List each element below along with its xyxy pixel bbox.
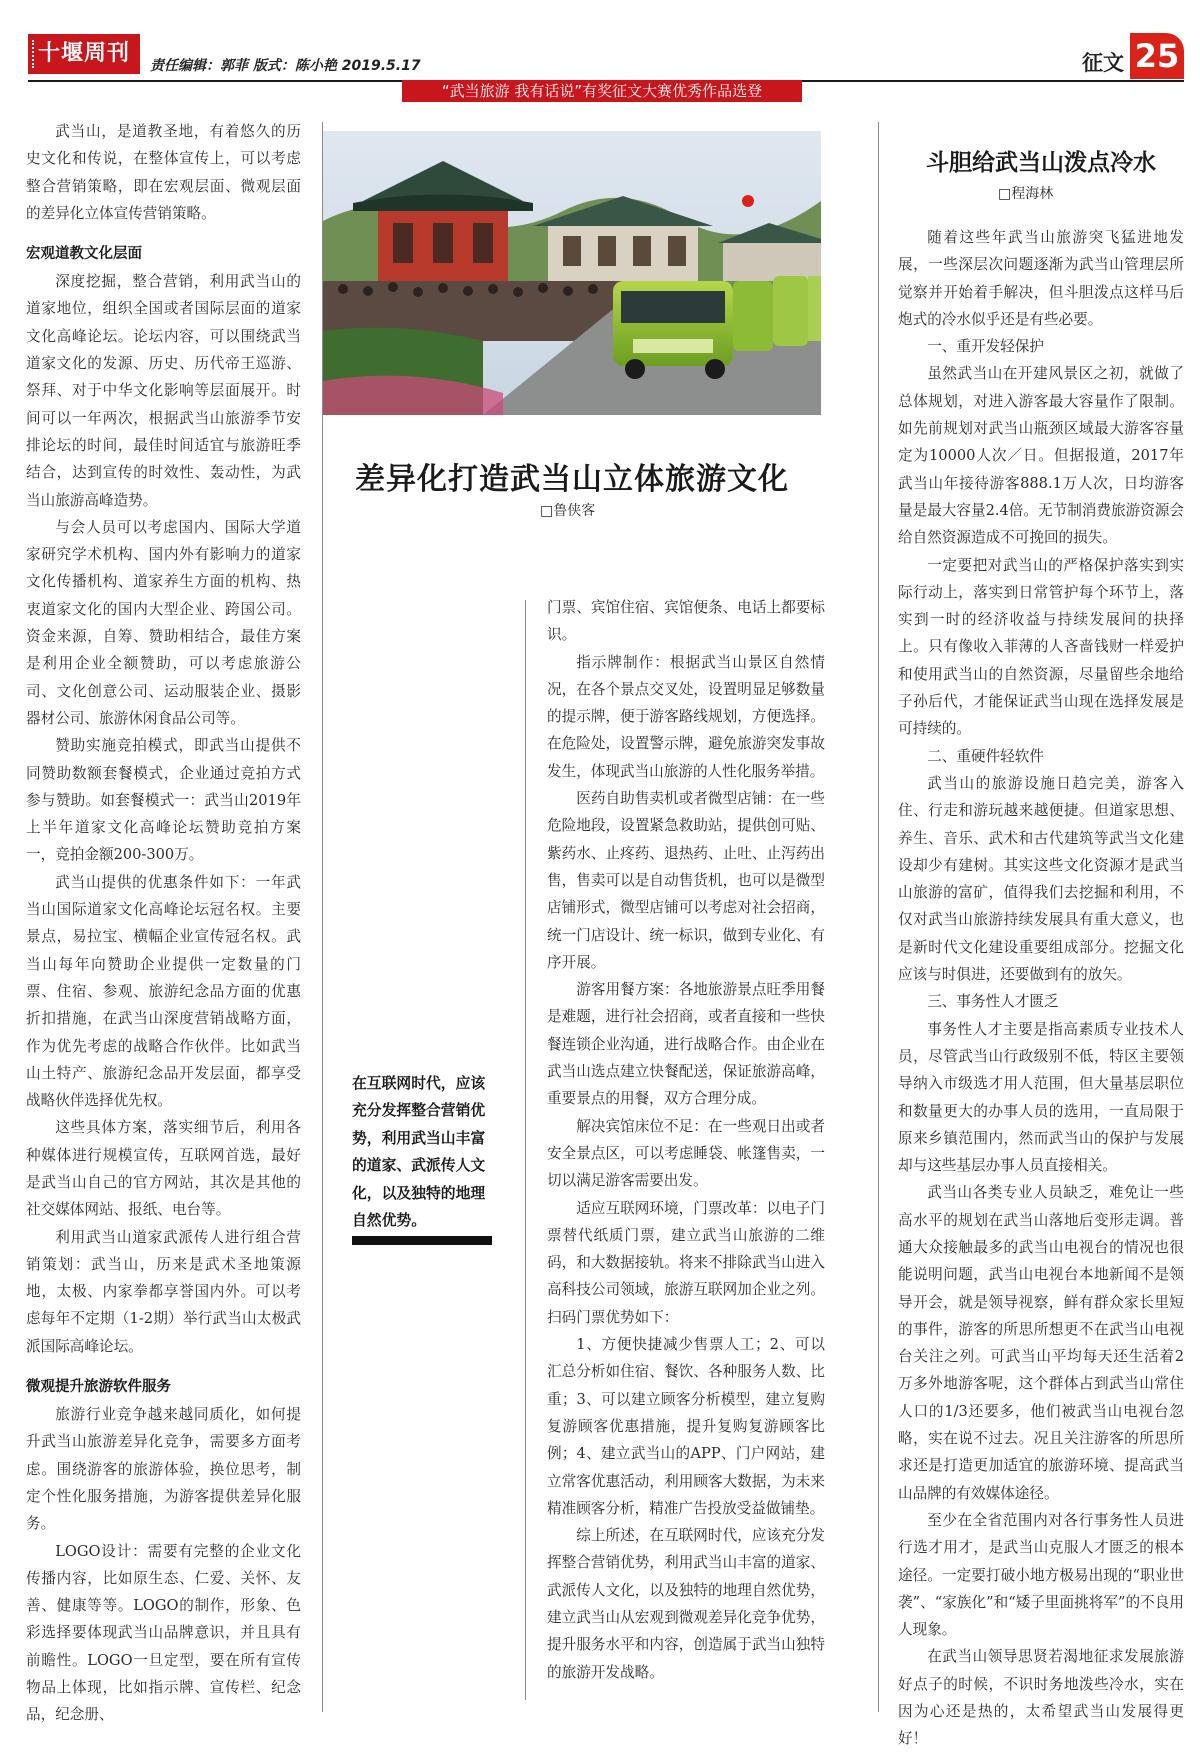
paragraph: 适应互联网环境，门票改革：以电子门票替代纸质门票，建立武当山旅游的二维码，和大数据接轨。将来不排除武当山进入高科技公司领域，旅游互联网加企业之列。扫码门票优势如下： [547, 1199, 825, 1326]
paragraph: 门票、宾馆住宿、宾馆便条、电话上都要标识。 [547, 599, 825, 644]
paragraph: 解决宾馆床位不足：在一些观日出或者安全景点区，可以考虑睡袋、帐篷售卖，一切以满足游客需要出发。 [547, 1117, 825, 1190]
paragraph: 事务性人才主要是指高素质专业技术人员，尽管武当山行政级别不低，特区主要领导纳入市级选才用人范围，但大量基层职位和数量更大的办事人员的选用，一直局限于原来乡镇范围内，然而武当山的保护与发展却与这些基层办事人员直接相关。 [898, 1020, 1184, 1175]
column-divider [525, 600, 526, 1700]
paragraph: 武当山，是道教圣地，有着悠久的历史文化和传说，在整体宣传上，可以考虑整合营销策略，即在宏观层面、微观层面的差异化立体宣传营销策略。 [26, 123, 301, 222]
paragraph: 1、方便快捷减少售票人工；2、可以汇总分析如住宿、餐饮、各种服务人数、比重；3、可以建立顾客分析模型，建立复购复游顾客优惠措施，提升复购复游顾客比例；4、建立武当山的APP、门户网站，建立常客优惠活动，利用顾客大数据，为未来精准顾客分析，精准广告投放受益做铺垫。 [547, 1336, 825, 1517]
masthead-logo: 十堰周刊 [28, 34, 140, 74]
paragraph: 一、重开发轻保护 [927, 338, 1044, 356]
column-divider [878, 122, 879, 1712]
paragraph: 武当山各类专业人员缺乏，难免让一些高水平的规划在武当山落地后变形走调。普通大众接触最多的武当山电视台的情况也很能说明问题，武当山电视台本地新闻不是领导开会，就是领导视察，鲜有群众家长里短的事件，游客的所思所想更不在武当山电视台关注之列。可武当山平均每天还生活着2万多外地游客呢，这个群体占到武当山常住人口的1/3还要多，他们被武当山电视台忽略，实在说不过去。况且关注游客的所思所求还是打造更加适宜的旅游环境、提高武当山品牌的有效媒体途径。 [898, 1184, 1184, 1502]
paragraph: 这些具体方案，落实细节后，利用各种媒体进行规模宣传，互联网首选，最好是武当山自己的官方网站，其次是其他的社交媒体网站、报纸、电台等。 [26, 1119, 301, 1219]
paragraph: 在武当山领导思贤若渴地征求发展旅游好点子的时候，不识时务地泼些冷水，实在因为心还是热的，太希望武当山发展得更好！ [898, 1648, 1184, 1748]
editor-credits: 责任编辑：郭菲 版式：陈小艳 2019.5.17 [150, 58, 421, 74]
paragraph: 虽然武当山在开建风景区之初，就做了总体规划，对进入游客最大容量作了限制。如先前规划对武当山瓶颈区域最大游客容量定为10000人次／日。但据报道，2017年武当山年接待游客888.1万人次，日均游客量是最大容量2.4倍。无节制消费旅游资源会给自然资源造成不可挽回的损失。 [898, 365, 1184, 547]
paragraph: 随着这些年武当山旅游突飞猛进地发展，一些深层次问题逐渐为武当山管理层所觉察并开始着手解决，但斗胆泼点这样马后炮式的冷水似乎还是有些必要。 [898, 229, 1184, 328]
main-article-author: □鲁侠客 [540, 503, 596, 519]
paragraph: 利用武当山道家武派传人进行组合营销策划：武当山，历来是武术圣地策源地，太极、内家拳都享誉国内外。可以考虑每年不定期（1-2期）举行武当山太极武派国际高峰论坛。 [26, 1228, 301, 1355]
paragraph: 游客用餐方案：各地旅游景点旺季用餐是难题，进行社会招商，或者直接和一些快餐连锁企业沟通，进行战略合作。由企业在武当山选点建立快餐配送，保证旅游高峰，重要景点的用餐，双方合理分成。 [547, 981, 825, 1108]
paragraph: 赞助实施竞拍模式，即武当山提供不同赞助数额套餐模式，企业通过竞拍方式参与赞助。如套餐模式一：武当山2019年上半年道家文化高峰论坛赞助竞拍方案一，竞拍金额200-300万。 [26, 737, 301, 864]
contest-banner: “武当旅游 我有话说”有奖征文大赛优秀作品选登 [402, 80, 802, 102]
subheading: 微观提升旅游软件服务 [26, 1379, 171, 1396]
side-article-body [898, 224, 1184, 1753]
paragraph: 二、重硬件轻软件 [927, 747, 1044, 765]
paragraph: 旅游行业竞争越来越同质化，如何提升武当山旅游差异化竞争，需要多方面考虑。围绕游客的旅游体验，换位思考，制定个性化服务措施，为游客提供差异化服务。 [26, 1406, 301, 1533]
temple-buses-photo-illustration [323, 131, 821, 415]
side-article-author: □程海林 [998, 186, 1054, 202]
page-number-badge: 25 [1130, 33, 1184, 79]
paragraph: 综上所述，在互联网时代，应该充分发挥整合营销优势，利用武当山丰富的道家、武派传人文化，以及独特的地理自然优势，建立武当山从宏观到微观差异化竞争优势，提升服务水平和内容，创造属于武当山独特的旅游开发战略。 [547, 1527, 825, 1681]
masthead-ornament [32, 40, 38, 68]
paragraph: 深度挖掘，整合营销，利用武当山的道家地位，组织全国或者国际层面的道家文化高峰论坛。论坛内容，可以围绕武当道家文化的发源、历史、历代帝王巡游、祭拜、对于中华文化影响等层面展开。时间可以一年两次，根据武当山旅游季节安排论坛的时间，最佳时间适宜与旅游旺季结合，达到宣传的时效性、轰动性，为武当山旅游高峰造势。 [26, 273, 301, 509]
main-article-column-2 [547, 594, 825, 1686]
paragraph: 指示牌制作：根据武当山景区自然情况，在各个景点交叉处，设置明显足够数量的提示牌，便于游客路线规划，方便选择。在危险处，设置警示牌，避免旅游突发事故发生，体现武当山旅游的人性化服务举措。 [547, 653, 825, 780]
paragraph: 一定要把对武当山的严格保护落实到实际行动上，落实到日常管护每个环节上，落实到一时的经济收益与持续发展间的抉择上。只有像收入菲薄的人吝啬钱财一样爱护和使用武当山的自然资源，尽量留些余地给子孙后代，才能保证武当山现在选择发展是可持续的。 [898, 556, 1184, 738]
main-article-column-1 [26, 118, 301, 1729]
pull-quote-bar [352, 1236, 492, 1245]
paragraph: 至少在全省范围内对各行事务性人员进行选才用才，是武当山克服人才匮乏的根本途径。一定要打破小地方极易出现的“职业世袭”、“家族化”和“矮子里面挑将军”的不良用人现象。 [898, 1511, 1184, 1639]
article-photo [323, 131, 821, 415]
paragraph: 武当山提供的优惠条件如下：一年武当山国际道家文化高峰论坛冠名权。主要景点，易拉宝、横幅企业宣传冠名权。武当山每年向赞助企业提供一定数量的门票、住宿、参观、旅游纪念品方面的优惠折扣措施，在武当山深度营销战略方面，作为优先考虑的战略合作伙伴。比如武当山土特产、旅游纪念品开发层面，都享受战略伙伴选择优先权。 [26, 873, 301, 1110]
paragraph: 与会人员可以考虑国内、国际大学道家研究学术机构、国内外有影响力的道家文化传播机构、道家养生方面的机构、热衷道家文化的国内大型企业、跨国公司。资金来源，自筹、赞助相结合，最佳方案是利用企业全额赞助，可以考虑旅游公司、文化创意公司、运动服装企业、摄影器材公司、旅游休闲食品公司等。 [26, 518, 301, 727]
main-article-title: 差异化打造武当山立体旅游文化 [355, 462, 789, 497]
side-article-title: 斗胆给武当山泼点冷水 [926, 149, 1156, 176]
paragraph: LOGO设计：需要有完整的企业文化传播内容，比如原生态、仁爱、关怀、友善、健康等等。LOGO的制作，形象、色彩选择要体现武当山品牌意识，并且具有前瞻性。LOGO一旦定型，要在所有宣传物品上体现，比如指示牌、宣传栏、纪念品，纪念册、 [26, 1542, 301, 1724]
paragraph: 三、事务性人才匮乏 [927, 993, 1059, 1011]
section-label: 征文 [1082, 51, 1124, 75]
paragraph: 武当山的旅游设施日趋完美，游客入住、行走和游玩越来越便捷。但道家思想、养生、音乐、武术和古代建筑等武当文化建设却少有建树。其实这些文化资源才是武当山旅游的富矿，值得我们去挖掘和利用，不仅对武当山旅游持续发展具有重大意义，也是新时代文化建设重要组成部分。挖掘文化应该与时俱进，还要做到有的放矢。 [898, 774, 1184, 984]
paragraph: 医药自助售卖机或者微型店铺：在一些危险地段，设置紧急救助站，提供创可贴、紫药水、止疼药、退热药、止吐、止泻药出售，售卖可以是自动售货机，也可以是微型店铺形式，微型店铺可以考虑对社会招商，统一门店设计、统一标识，做到专业化、有序开展。 [547, 790, 825, 971]
subheading: 宏观道教文化层面 [26, 246, 142, 263]
pull-quote: 在互联网时代，应该充分发挥整合营销优势，利用武当山丰富的道家、武派传人文化，以及独特的地理自然优势。 [352, 1075, 486, 1230]
